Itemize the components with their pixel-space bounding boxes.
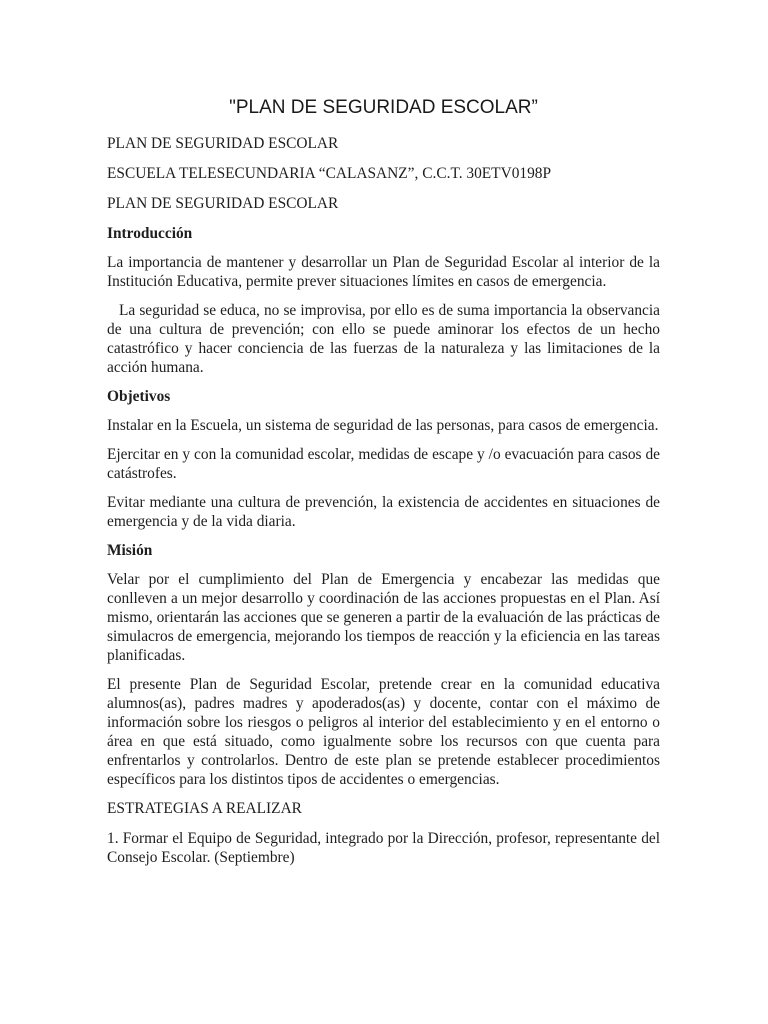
objetivos-paragraph-1: Instalar en la Escuela, un sistema de seguridad de las personas, para casos de emergencia.: [107, 417, 659, 434]
heading-mision: Misión: [107, 542, 153, 559]
document-page: [107, 96, 660, 877]
heading-introduccion: Introducción: [107, 225, 193, 242]
intro-paragraph-2: La seguridad se educa, no se improvisa, por ello es de suma importancia la observancia de una cultura de prevención; con ello se puede aminorar los efectos de un hecho catastrófico y hacer conciencia de las fuerzas de la naturaleza y las limitaciones de la acción humana.: [107, 302, 660, 376]
objetivos-paragraph-3: Evitar mediante una cultura de prevención, la existencia de accidentes en situaciones de emergencia y de la vida diaria.: [107, 494, 660, 530]
mision-paragraph-1: Velar por el cumplimiento del Plan de Emergencia y encabezar las medidas que conlleven a un mejor desarrollo y coordinación de las acciones propuestas en el Plan. Así mismo, orientarán las acciones que se generen a partir de la evaluación de las prácticas de simulacros de emergencia, mejorando los tiempos de reacción y la eficiencia en las tareas planificadas.: [107, 571, 660, 664]
mision-paragraph-2: El presente Plan de Seguridad Escolar, pretende crear en la comunidad educativa alumnos(as), padres madres y apoderados(as) y docente, contar con el máximo de información sobre los riesgos o peligros al interior del establecimiento y en el entorno o área en que está situado, como igualmente sobre los recursos con que cuenta para enfrentarlos y controlarlos. Dentro de este plan se pretende establecer procedimientos específicos para los distintos tipos de accidentes o emergencias.: [107, 676, 660, 788]
school-line: ESCUELA TELESECUNDARIA “CALASANZ”, C.C.T. 30ETV0198P: [107, 165, 552, 182]
heading-objetivos: Objetivos: [107, 388, 171, 405]
subtitle-plan-repeat: PLAN DE SEGURIDAD ESCOLAR: [107, 195, 339, 212]
heading-estrategias: ESTRATEGIAS A REALIZAR: [107, 800, 302, 817]
objetivos-paragraph-2: Ejercitar en y con la comunidad escolar, medidas de escape y /o evacuación para casos de catástrofes.: [107, 446, 660, 482]
intro-paragraph-1: La importancia de mantener y desarrollar un Plan de Seguridad Escolar al interior de la Institución Educativa, permite prever situaciones límites en casos de emergencia.: [107, 254, 660, 290]
subtitle-plan: PLAN DE SEGURIDAD ESCOLAR: [107, 135, 339, 152]
document-title: "PLAN DE SEGURIDAD ESCOLAR”: [229, 97, 538, 118]
estrategias-item-1: 1. Formar el Equipo de Seguridad, integrado por la Dirección, profesor, representante del Consejo Escolar. (Septiembre): [107, 830, 660, 866]
